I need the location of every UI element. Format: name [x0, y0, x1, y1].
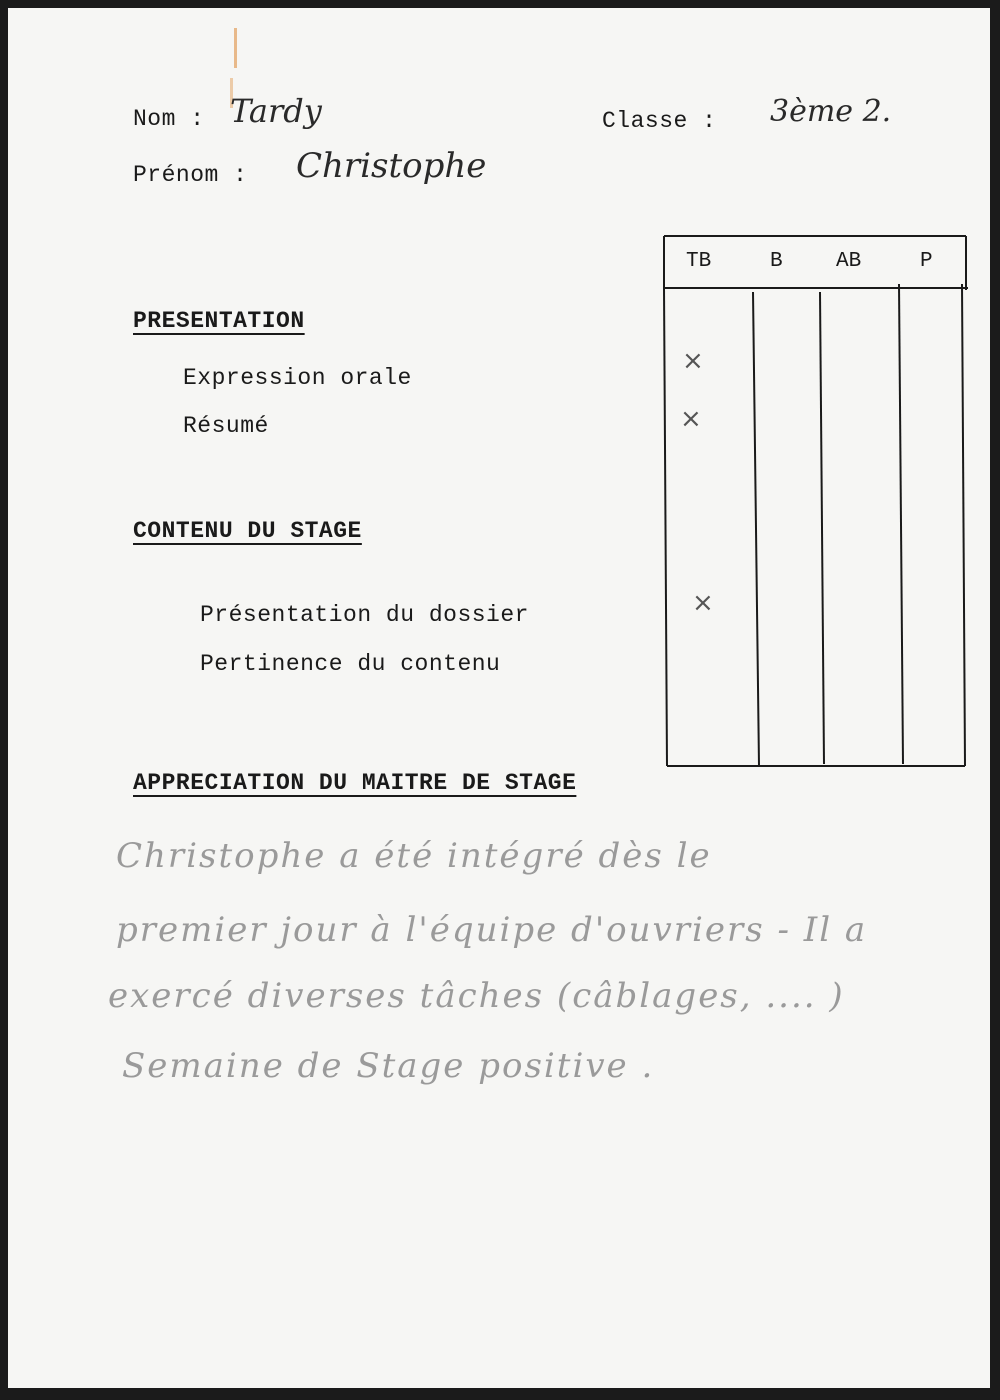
- section-title-presentation: PRESENTATION: [133, 308, 305, 334]
- check-mark: ×: [680, 404, 702, 434]
- nom-label: Nom :: [133, 106, 205, 132]
- criterion-expression-orale: Expression orale: [183, 365, 412, 391]
- col-header-b: B: [770, 250, 783, 273]
- evaluation-grid: [8, 8, 990, 1388]
- col-header-p: P: [920, 250, 933, 273]
- criterion-pertinence-contenu: Pertinence du contenu: [200, 651, 501, 677]
- evaluation-sheet: [8, 8, 990, 1388]
- criterion-presentation-dossier: Présentation du dossier: [200, 602, 529, 628]
- col-header-ab: AB: [836, 250, 862, 273]
- appreciation-line-3: exercé diverses tâches (câblages, .... ): [108, 976, 845, 1016]
- appreciation-line-1: Christophe a été intégré dès le: [116, 836, 712, 876]
- classe-value: 3ème 2.: [770, 94, 892, 129]
- section-title-contenu: CONTENU DU STAGE: [133, 518, 362, 544]
- section-title-appreciation: APPRECIATION DU MAITRE DE STAGE: [133, 770, 577, 796]
- prenom-label: Prénom :: [133, 162, 248, 188]
- check-mark: ×: [692, 588, 714, 618]
- nom-value: Tardy: [230, 92, 322, 130]
- check-mark: ×: [682, 346, 704, 376]
- col-header-tb: TB: [686, 250, 712, 273]
- classe-label: Classe :: [602, 108, 717, 134]
- prenom-value: Christophe: [296, 146, 487, 186]
- appreciation-line-2: premier jour à l'équipe d'ouvriers - Il a: [116, 910, 868, 950]
- appreciation-line-4: Semaine de Stage positive .: [122, 1046, 655, 1086]
- criterion-resume: Résumé: [183, 413, 269, 439]
